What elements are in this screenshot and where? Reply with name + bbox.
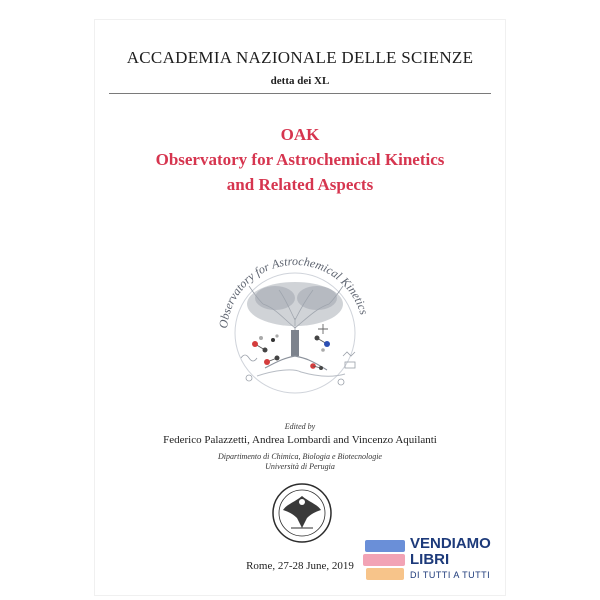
badge-line-2: LIBRI <box>410 551 450 568</box>
title-line-1: OAK <box>280 125 320 144</box>
place-and-date: Rome, 27-28 June, 2019 <box>246 560 354 572</box>
badge-line-1: VENDIAMO <box>410 535 491 552</box>
vendiamo-libri-badge <box>355 530 505 590</box>
book-cover <box>95 20 505 595</box>
oak-tree-logo-icon <box>205 238 385 418</box>
department-info <box>95 452 505 472</box>
editor-names: Federico Palazzetti, Andrea Lombardi and Vincenzo Aquilanti <box>163 434 437 446</box>
badge-text <box>410 536 491 580</box>
book-stack-icon <box>363 538 407 584</box>
badge-line-3: DI TUTTI A TUTTI <box>410 570 491 580</box>
academy-name: ACCADEMIA NAZIONALE DELLE SCIENZE <box>126 48 474 67</box>
edited-by-label: Edited by <box>284 422 316 431</box>
academy-seal-icon <box>271 482 333 544</box>
header-divider <box>109 93 491 94</box>
academy-subtitle: detta dei XL <box>270 75 330 87</box>
title-line-3: and Related Aspects <box>226 175 374 194</box>
department-line-2: Università di Perugia <box>265 462 335 471</box>
department-line-1: Dipartimento di Chimica, Biologia e Biotecnologie <box>218 452 382 461</box>
book-title <box>95 122 505 197</box>
logo-ring-text: Observatory for Astrochemical Kinetics <box>216 253 372 330</box>
title-line-2: Observatory for Astrochemical Kinetics <box>155 150 445 169</box>
